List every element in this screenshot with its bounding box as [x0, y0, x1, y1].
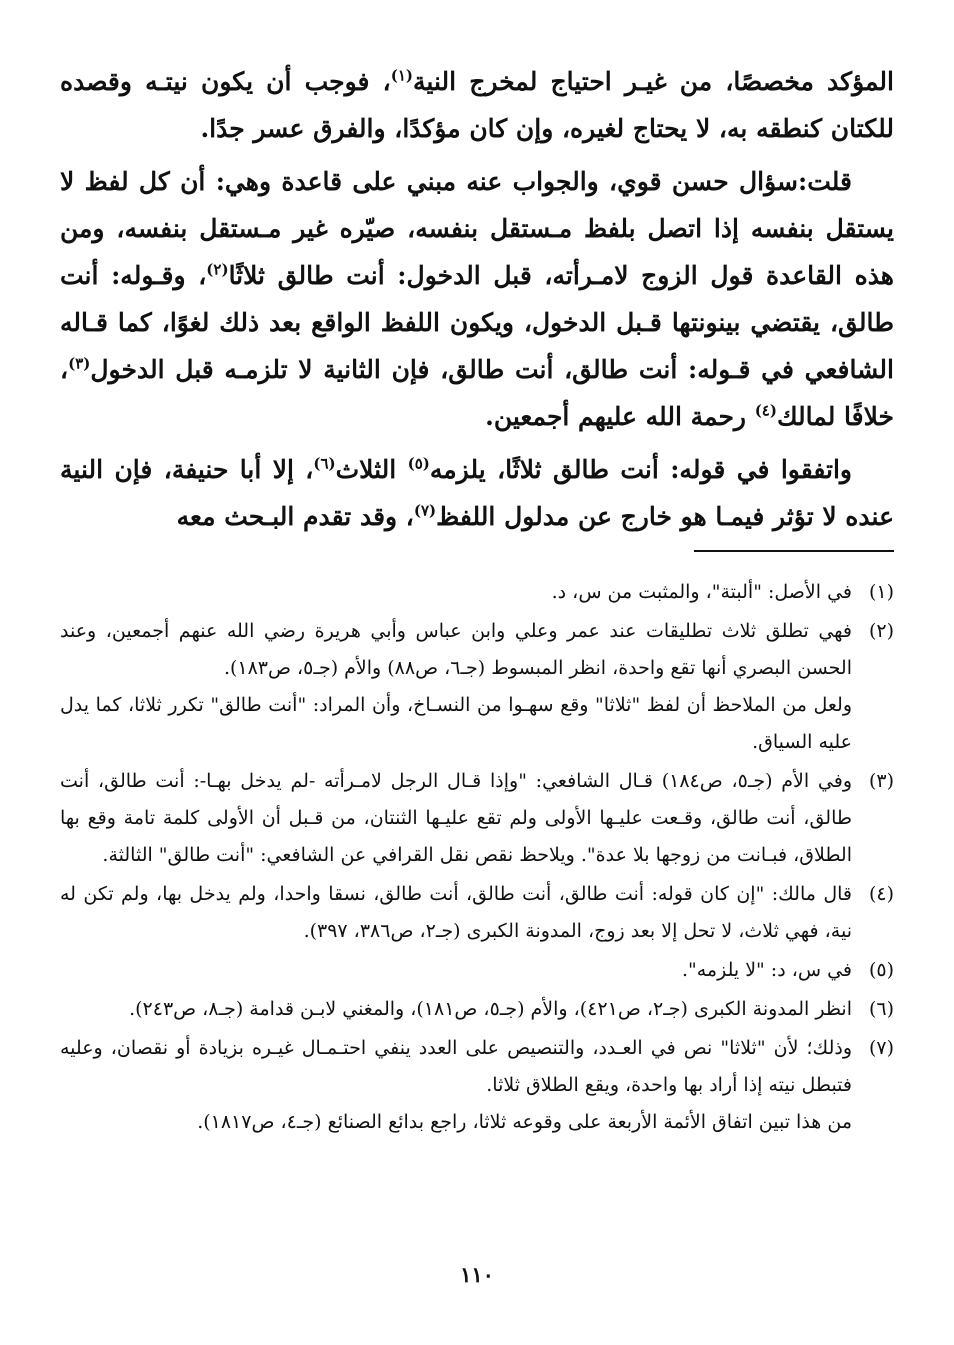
footnote-text: في الأصل: "ألبتة"، والمثبت من س، د. [551, 581, 852, 603]
footnote-number: (٣) [868, 770, 894, 792]
text-segment: ، فوجب أن يكون نيتـه وقصده للكتان كنطقه به، لا يحتاج لغيره، وإن كان مؤكدًا، والفرق عسر جدًا. [60, 67, 894, 143]
footnote-reference: (٦) [313, 454, 336, 473]
text-segment: ، خلافًا لمالك [60, 355, 894, 431]
main-body-text [60, 58, 894, 540]
footnote-number: (٤) [868, 883, 894, 905]
footnote-reference: (٤) [754, 401, 777, 420]
footnote-number: (٥) [868, 959, 894, 981]
paragraph-lead-word: قلت: [797, 167, 852, 196]
footnote-item [60, 1030, 894, 1141]
footnote-reference: (٣) [68, 354, 91, 373]
text-segment: رحمة الله عليهم أجمعين. [485, 402, 755, 431]
document-page [60, 58, 894, 1345]
footnote-text: من هذا تبين اتفاق الأئمة الأربعة على وقوعه ثلاثا، راجع بدائع الصنائع (جـ٤، ص١٨١٧). [197, 1111, 852, 1133]
footnote-text: ولعل من الملاحظ أن لفظ "ثلاثا" وقع سهـوا من النسـاخ، وأن المراد: "أنت طالق" تكرر ثلاثا، كما يدل عليه السياق. [60, 694, 852, 753]
text-segment: الثلاث [335, 455, 408, 484]
footnote-text: في س، د: "لا يلزمه". [681, 959, 852, 981]
footnote-reference: (٢) [206, 260, 229, 279]
footnote-number: (١) [868, 581, 894, 603]
footnotes-section [60, 574, 894, 1141]
body-paragraph [60, 446, 894, 540]
footnote-item [60, 763, 894, 874]
footnote-item [60, 613, 894, 761]
text-segment: ، وقد تقدم البـحث معه [176, 502, 414, 531]
footnote-reference: (٥) [407, 454, 430, 473]
body-paragraph [60, 58, 894, 152]
body-paragraph [60, 158, 894, 440]
text-segment: سؤال حسن قوي، والجواب عنه مبني على قاعدة وهي: أن كل لفظ لا يستقل بنفسه إذا اتصل بلفظ مـستقل بنفسه، صيّره غير مـستقل بنفسه، ومن هذه القاعدة قول الزوج لامـرأته، قبل الدخول: أنت طالق ثلاثًا [60, 167, 895, 290]
footnote-text: قال مالك: "إن كان قوله: أنت طالق، أنت طالق، أنت طالق، نسقا واحدا، ولم يدخل بها، ولم تكن له نية، فهي ثلاث، لا تحل إلا بعد زوج، المدونة الكبرى (جـ٢، ص٣٨٦، ٣٩٧). [60, 883, 852, 942]
footnote-item [60, 952, 894, 989]
footnote-text: انظر المدونة الكبرى (جـ٢، ص٤٢١)، والأم (جـ٥، ص١٨١)، والمغني لابـن قدامة (جـ٨، ص٢٤٣). [129, 998, 852, 1020]
text-segment: واتفقوا في قوله: أنت طالق ثلاثًا، يلزمه [429, 455, 852, 484]
footnote-text: وفي الأم (جـ٥، ص١٨٤) قـال الشافعي: "وإذا قـال الرجل لامـرأته -لم يدخل بهـا-: أنت طالق، أنت طالق، أنت طالق، وقـعت عليـها الأولى ولم تقع عليـها الثنتان، من قـبل أن الأولى كلمة تامة وقع بها الطلاق، فبـانت من زوجها بلا عدة". ويلاحظ نقص نقل القرافي عن الشافعي: "أنت طالق" الثالثة. [60, 770, 852, 866]
text-segment: ، وقـوله: أنت طالق، يقتضي بينونتها قـبل الدخول، ويكون اللفظ الواقع بعد ذلك لغوًا، كما قـاله الشافعي في قـوله: أنت طالق، أنت طالق، فإن الثانية لا تلزمـه قبل الدخول [60, 261, 894, 384]
footnote-number: (٢) [868, 620, 894, 642]
footnote-number: (٦) [868, 998, 894, 1020]
footnote-divider [694, 550, 894, 552]
footnote-reference: (٧) [413, 501, 437, 520]
footnote-item [60, 876, 894, 950]
text-segment: ، إلا أبا حنيفة، فإن النية عنده لا تؤثر فيمـا هو خارج عن مدلول اللفظ [60, 455, 894, 531]
footnote-item [60, 991, 894, 1028]
footnote-reference: (١) [390, 66, 413, 85]
text-segment: المؤكد مخصصًا، من غيـر احتياج لمخرج النية [413, 67, 894, 96]
footnote-text: وذلك؛ لأن "ثلاثا" نص في العـدد، والتنصيص على العدد ينفي احتـمـال غيـره بزيادة أو نقصان، وعليه فتبطل نيته إذا أراد بها واحدة، ويقع الطلاق ثلاثا. [60, 1037, 852, 1096]
page-number: ١١٠ [460, 1262, 494, 1287]
footnote-number: (٧) [868, 1037, 894, 1059]
footnote-text: فهي تطلق ثلاث تطليقات عند عمر وعلي وابن عباس وأبي هريرة رضي الله عنهم أجمعين، وعند الحسن البصري أنها تقع واحدة، انظر المبسوط (جـ٦، ص٨٨) والأم (جـ٥، ص١٨٣). [60, 620, 852, 679]
footnote-item [60, 574, 894, 611]
